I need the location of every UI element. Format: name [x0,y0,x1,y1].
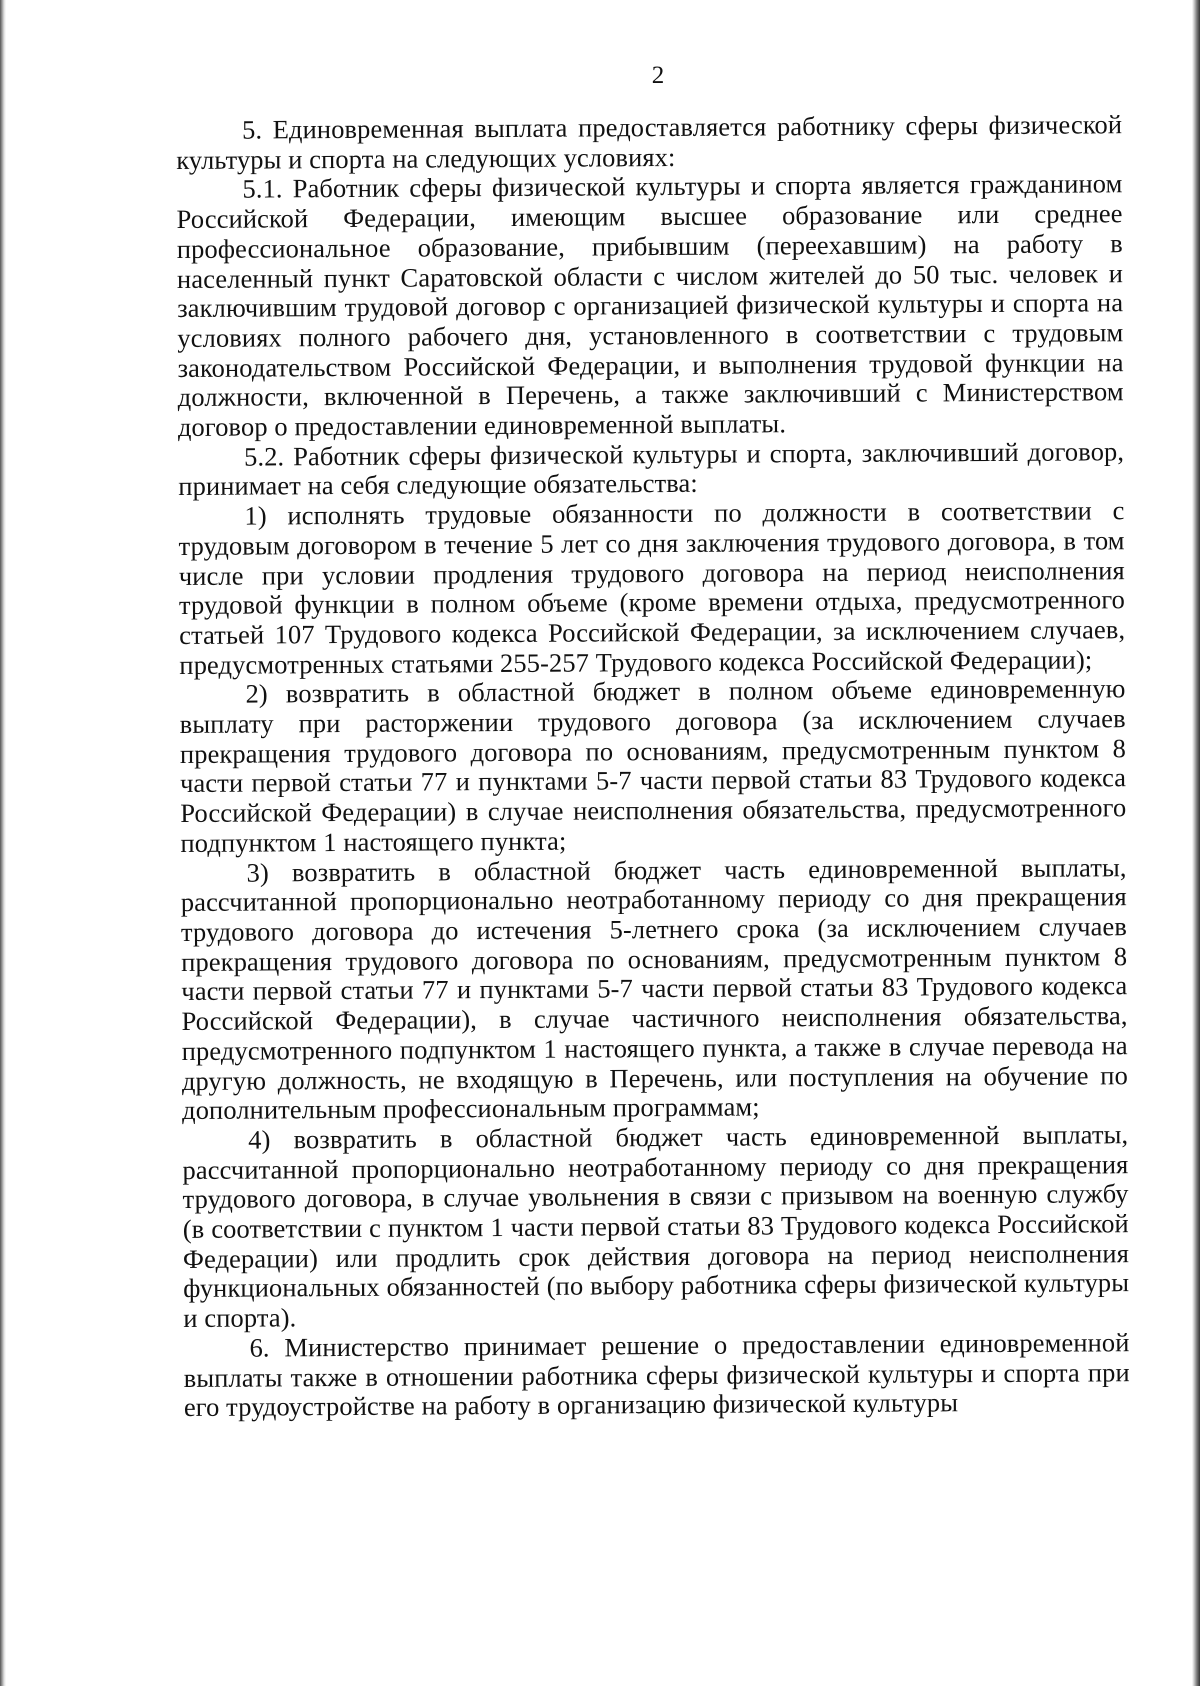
list-item-2: 2) возвратить в областной бюджет в полном объеме единовременную выплату при расторжении трудового договора (за исключением случаев прекращения трудового договора по основаниям, предусмотренным пунктом 8 части первой статьи 77 и пунктами 5-7 части первой статьи 83 Трудового кодекса Российской Федерации) в случае неисполнения обязательства, предусмотренного подпунктом 1 настоящего пункта; [179,673,1127,858]
scan-edge-right [1192,0,1200,1686]
list-item-1: 1) исполнять трудовые обязанности по должности в соответствии с трудовым договором в течение 5 лет со дня заключения трудового договора, в том числе при условии продления трудового договора на период неисполнения трудовой функции в полном объеме (кроме времени отдыха, предусмотренного статьей 107 Трудового кодекса Российской Федерации, за исключением случаев, предусмотренных статьями 255-257 Трудового кодекса Российской Федерации); [178,495,1126,680]
paragraph-5-2: 5.2. Работник сферы физической культуры и спорта, заключивший договор, принимает на себя следующие обязательства: [178,435,1125,502]
scan-edge-left [0,0,6,1686]
paragraph-5: 5. Единовременная выплата предоставляется работнику сферы физической культуры и спорта на следующих условиях: [176,109,1123,175]
list-item-4: 4) возвратить в областной бюджет часть единовременной выплаты, рассчитанной пропорционально неотработанному периоду со дня прекращения трудового договора, в случае увольнения в связи с призывом на военную службу (в соответствии с пунктом 1 части первой статьи 83 Трудового кодекса Российской Федерации) или продлить срок действия договора на период неисполнения функциональных обязанностей (по выбору работника сферы физической культуры и спорта). [182,1119,1130,1334]
paragraph-6: 6. Министерство принимает решение о предоставлении единовременной выплаты также в отношении работника сферы физической культуры и спорта при его трудоустройстве на работу в организацию физической культуры [183,1327,1130,1423]
list-item-3: 3) возвратить в областной бюджет часть единовременной выплаты, рассчитанной пропорционально неотработанному периоду со дня прекращения трудового договора до истечения 5-летнего срока (за исключением случаев прекращения трудового договора по основаниям, предусмотренным пунктом 8 части первой статьи 77 и пунктами 5-7 части первой статьи 83 Трудового кодекса Российской Федерации), в случае частичного неисполнения обязательства, предусмотренного подпунктом 1 настоящего пункта, а также в случае перевода на другую должность, не входящую в Перечень, или поступления на обучение по дополнительным профессиональным программам; [180,851,1128,1126]
document-body [176,110,1130,1423]
page-number: 2 [651,62,665,89]
paragraph-5-1: 5.1. Работник сферы физической культуры и спорта является гражданином Российской Федерации, имеющим высшее образование или среднее профессиональное образование, прибывшим (переехавшим) на работу в населенный пункт Саратовской области с числом жителей до 50 тыс. человек и заключившим трудовой договор с организацией физической культуры и спорта на условиях полного рабочего дня, установленного в соответствии с трудовым законодательством Российской Федерации, и выполнения трудовой функции на должности, включенной в Перечень, а также заключивший с Министерством договор о предоставлении единовременной выплаты. [176,168,1124,443]
